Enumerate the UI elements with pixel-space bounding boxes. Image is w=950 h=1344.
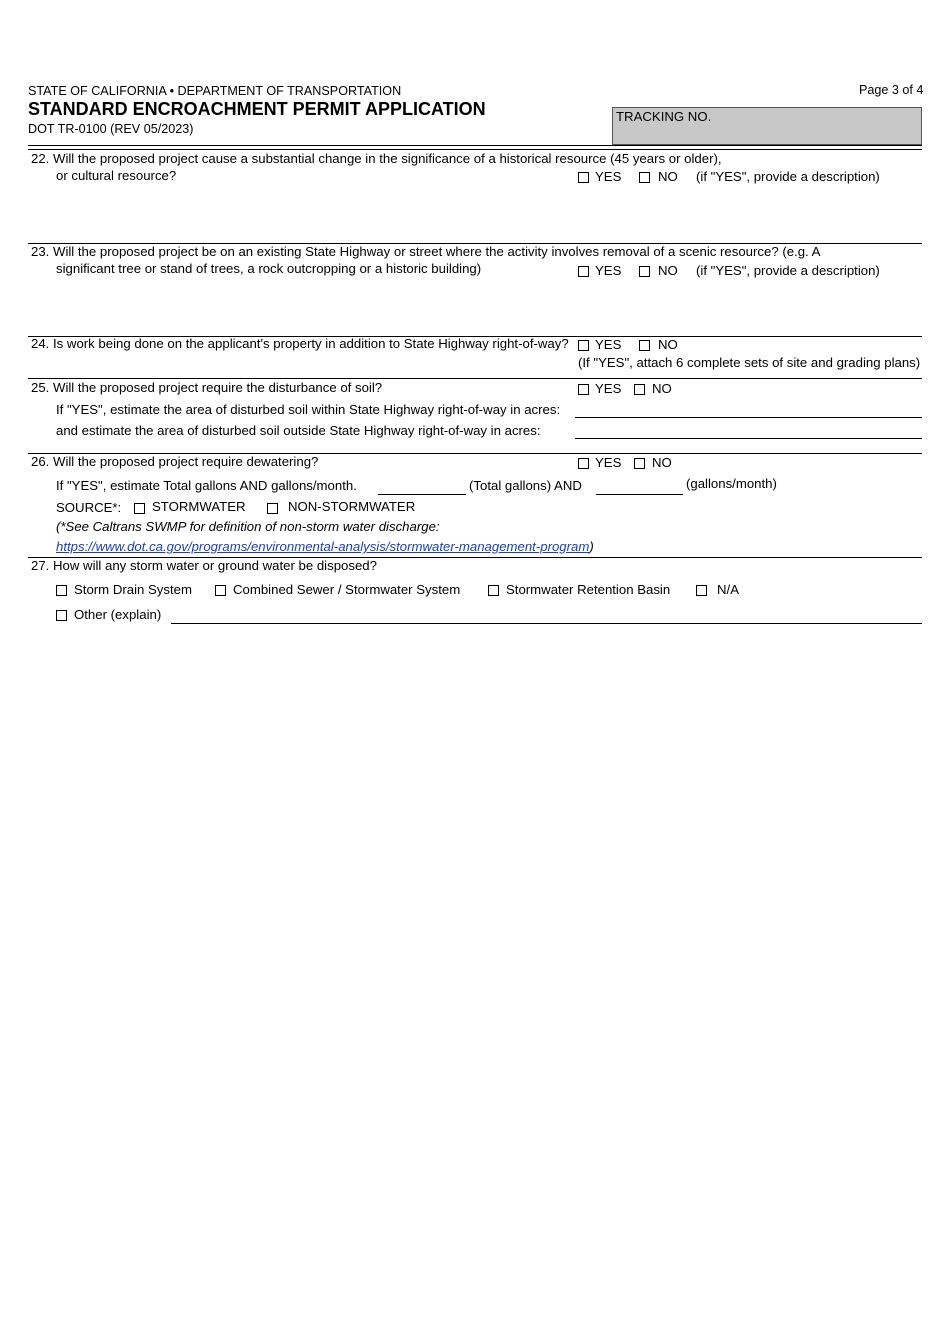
q25-outside-acres-field[interactable]: [575, 438, 922, 439]
q22-no-label: NO: [658, 169, 678, 184]
q26-line1: 26. Will the proposed project require dewatering?: [31, 454, 319, 469]
q25-yes-checkbox[interactable]: [578, 384, 589, 395]
agency-line: STATE OF CALIFORNIA • DEPARTMENT OF TRANSPORTATION: [28, 84, 402, 98]
q24-no-label: NO: [658, 337, 678, 352]
q26-footnote: (*See Caltrans SWMP for definition of non-storm water discharge:: [56, 519, 440, 534]
q25-line1: 25. Will the proposed project require the disturbance of soil?: [31, 380, 383, 395]
q26-total-gallons-field[interactable]: [378, 494, 466, 495]
tracking-number-field[interactable]: [612, 107, 922, 145]
q24-note: (If "YES", attach 6 complete sets of site and grading plans): [578, 355, 921, 370]
q26-total-and-label: (Total gallons) AND: [469, 478, 582, 493]
q22-line1: 22. Will the proposed project cause a substantial change in the significance of a historical resource (45 years or older),: [31, 151, 722, 166]
q25-outside-label: and estimate the area of disturbed soil outside State Highway right-of-way in acres:: [56, 423, 541, 438]
q23-line1: 23. Will the proposed project be on an existing State Highway or street where the activity involves removal of a scenic resource? (e.g. A: [31, 244, 821, 259]
q26-no-checkbox[interactable]: [634, 458, 645, 469]
q25-no-checkbox[interactable]: [634, 384, 645, 395]
q26-non-stormwater-label: NON-STORMWATER: [288, 499, 416, 514]
q26-stormwater-checkbox[interactable]: [134, 503, 145, 514]
q26-stormwater-label: STORMWATER: [152, 499, 246, 514]
q22-yes-checkbox[interactable]: [578, 172, 589, 183]
form-id: DOT TR-0100 (REV 05/2023): [28, 122, 194, 136]
q23-yes-label: YES: [595, 263, 622, 278]
page-number: Page 3 of 4: [859, 83, 924, 97]
q26-non-stormwater-checkbox[interactable]: [267, 503, 278, 514]
q27-storm-drain-label: Storm Drain System: [74, 582, 192, 597]
q25-inside-label: If "YES", estimate the area of disturbed soil within State Highway right-of-way in acres:: [56, 402, 561, 417]
q27-na-checkbox[interactable]: [696, 585, 707, 596]
header-divider: [28, 145, 922, 146]
q27-retention-basin-checkbox[interactable]: [488, 585, 499, 596]
q24-yes-label: YES: [595, 337, 622, 352]
q23-line2: significant tree or stand of trees, a rock outcropping or a historic building): [56, 261, 482, 276]
tracking-number-label: TRACKING NO.: [616, 109, 712, 124]
q27-combined-sewer-checkbox[interactable]: [215, 585, 226, 596]
q26-source-label: SOURCE*:: [56, 500, 122, 515]
q23-no-checkbox[interactable]: [639, 266, 650, 277]
q27-other-label: Other (explain): [74, 607, 162, 622]
q26-no-label: NO: [652, 455, 672, 470]
q24-yes-checkbox[interactable]: [578, 340, 589, 351]
q26-link-close: ): [589, 539, 594, 554]
q26-yes-label: YES: [595, 455, 622, 470]
swmp-link[interactable]: https://www.dot.ca.gov/programs/environmental-analysis/stormwater-management-program: [56, 539, 590, 554]
q26-yes-checkbox[interactable]: [578, 458, 589, 469]
q27-na-label: N/A: [717, 582, 739, 597]
q23-yes-checkbox[interactable]: [578, 266, 589, 277]
q27-line1: 27. How will any storm water or ground water be disposed?: [31, 558, 377, 573]
q22-yes-label: YES: [595, 169, 622, 184]
form-title: STANDARD ENCROACHMENT PERMIT APPLICATION: [28, 99, 486, 119]
q22-no-checkbox[interactable]: [639, 172, 650, 183]
q25-yes-label: YES: [595, 381, 622, 396]
q25-no-label: NO: [652, 381, 672, 396]
q24-no-checkbox[interactable]: [639, 340, 650, 351]
q25-inside-acres-field[interactable]: [575, 417, 922, 418]
q26-estimate-label: If "YES", estimate Total gallons AND gallons/month.: [56, 478, 357, 493]
q22-note: (if "YES", provide a description): [696, 169, 880, 184]
q23-note: (if "YES", provide a description): [696, 263, 880, 278]
q24-line1: 24. Is work being done on the applicant's property in addition to State Highway right-of-way?: [31, 336, 569, 351]
q27-combined-sewer-label: Combined Sewer / Stormwater System: [233, 582, 461, 597]
q27-other-explain-field[interactable]: [171, 623, 922, 624]
q26-per-month-label: (gallons/month): [686, 476, 777, 491]
q23-no-label: NO: [658, 263, 678, 278]
q22-line2: or cultural resource?: [56, 168, 177, 183]
q27-retention-basin-label: Stormwater Retention Basin: [506, 582, 671, 597]
section-divider-25: [28, 378, 922, 379]
section-divider-22: [28, 149, 922, 150]
q27-storm-drain-checkbox[interactable]: [56, 585, 67, 596]
q27-other-checkbox[interactable]: [56, 610, 67, 621]
q26-gallons-month-field[interactable]: [596, 494, 683, 495]
